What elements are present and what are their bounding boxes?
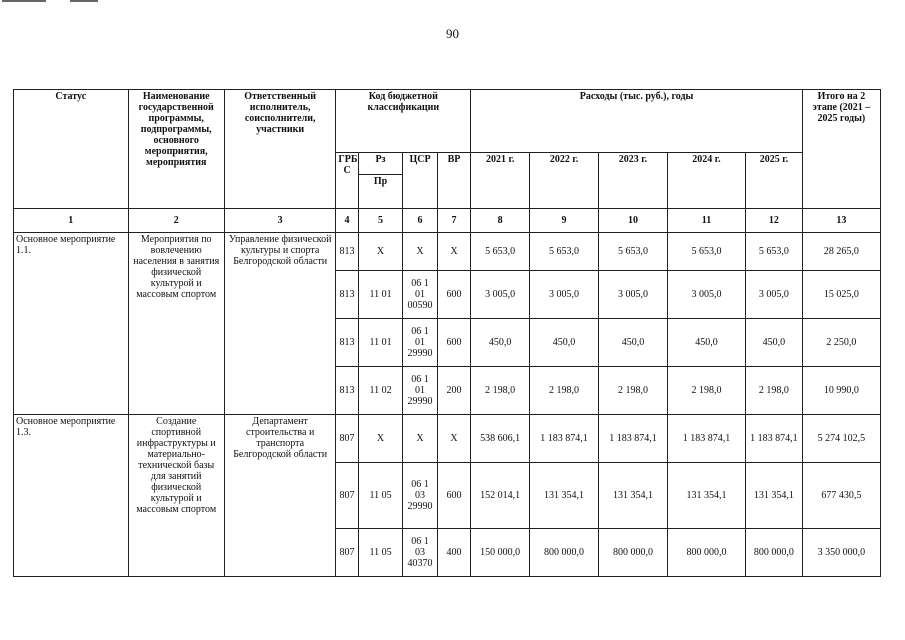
rzpr-cell: 11 02 <box>358 367 403 415</box>
value-cell: 2 198,0 <box>746 367 803 415</box>
csr-cell: X <box>403 233 437 271</box>
grbs-cell: 813 <box>336 367 358 415</box>
rzpr-cell: 11 01 <box>358 271 403 319</box>
vr-cell: 400 <box>437 529 471 577</box>
table-row <box>14 415 881 463</box>
name-cell: Мероприятия по вовлечению населения в занятия физической культурой и массовым спортом <box>128 233 224 415</box>
header-year: 2021 г. <box>471 153 530 209</box>
value-cell: 131 354,1 <box>599 463 668 529</box>
vr-cell: 200 <box>437 367 471 415</box>
header-rz: Рз <box>358 153 403 175</box>
header-year: 2024 г. <box>667 153 745 209</box>
status-cell: Основное мероприятие 1.1. <box>14 233 129 415</box>
budget-table <box>13 89 881 577</box>
total-cell: 677 430,5 <box>802 463 880 529</box>
rzpr-cell: X <box>358 233 403 271</box>
column-number: 3 <box>224 209 336 233</box>
rzpr-cell: 11 05 <box>358 529 403 577</box>
value-cell: 131 354,1 <box>530 463 599 529</box>
grbs-cell: 813 <box>336 233 358 271</box>
value-cell: 538 606,1 <box>471 415 530 463</box>
total-cell: 15 025,0 <box>802 271 880 319</box>
value-cell: 150 000,0 <box>471 529 530 577</box>
value-cell: 152 014,1 <box>471 463 530 529</box>
csr-cell: X <box>403 415 437 463</box>
value-cell: 800 000,0 <box>599 529 668 577</box>
name-cell: Создание спортивной инфраструктуры и материально-технической базы для занятий физической культурой и массовым спортом <box>128 415 224 577</box>
value-cell: 450,0 <box>530 319 599 367</box>
value-cell: 3 005,0 <box>667 271 745 319</box>
column-number: 4 <box>336 209 358 233</box>
value-cell: 450,0 <box>471 319 530 367</box>
csr-cell: 06 1 03 29990 <box>403 463 437 529</box>
total-cell: 3 350 000,0 <box>802 529 880 577</box>
column-number: 8 <box>471 209 530 233</box>
value-cell: 2 198,0 <box>667 367 745 415</box>
vr-cell: 600 <box>437 271 471 319</box>
header-year: 2022 г. <box>530 153 599 209</box>
header-expenses: Расходы (тыс. руб.), годы <box>471 90 803 153</box>
vr-cell: 600 <box>437 319 471 367</box>
vr-cell: X <box>437 233 471 271</box>
column-number: 11 <box>667 209 745 233</box>
value-cell: 131 354,1 <box>667 463 745 529</box>
column-number: 2 <box>128 209 224 233</box>
total-cell: 2 250,0 <box>802 319 880 367</box>
header-csr: ЦСР <box>403 153 437 209</box>
header-status: Статус <box>14 90 129 209</box>
value-cell: 2 198,0 <box>471 367 530 415</box>
responsible-cell: Управление физической культуры и спорта Белгородской области <box>224 233 336 415</box>
column-number: 5 <box>358 209 403 233</box>
grbs-cell: 807 <box>336 463 358 529</box>
csr-cell: 06 1 01 29990 <box>403 319 437 367</box>
value-cell: 2 198,0 <box>530 367 599 415</box>
column-number: 12 <box>746 209 803 233</box>
column-number: 6 <box>403 209 437 233</box>
column-number: 7 <box>437 209 471 233</box>
value-cell: 2 198,0 <box>599 367 668 415</box>
csr-cell: 06 1 01 29990 <box>403 367 437 415</box>
header-vr: ВР <box>437 153 471 209</box>
value-cell: 5 653,0 <box>530 233 599 271</box>
value-cell: 450,0 <box>746 319 803 367</box>
total-cell: 10 990,0 <box>802 367 880 415</box>
scan-edge-line <box>70 0 98 2</box>
header-total: Итого на 2 этапе (2021 –2025 годы) <box>802 90 880 209</box>
value-cell: 5 653,0 <box>746 233 803 271</box>
grbs-cell: 807 <box>336 529 358 577</box>
total-cell: 28 265,0 <box>802 233 880 271</box>
value-cell: 450,0 <box>667 319 745 367</box>
grbs-cell: 807 <box>336 415 358 463</box>
value-cell: 3 005,0 <box>471 271 530 319</box>
value-cell: 1 183 874,1 <box>746 415 803 463</box>
page-number: 90 <box>446 26 459 41</box>
header-pr: Пр <box>358 175 403 209</box>
total-cell: 5 274 102,5 <box>802 415 880 463</box>
value-cell: 450,0 <box>599 319 668 367</box>
header-year: 2025 г. <box>746 153 803 209</box>
rzpr-cell: 11 05 <box>358 463 403 529</box>
value-cell: 5 653,0 <box>471 233 530 271</box>
value-cell: 3 005,0 <box>746 271 803 319</box>
value-cell: 5 653,0 <box>667 233 745 271</box>
status-cell: Основное мероприятие 1.3. <box>14 415 129 577</box>
header-name: Наименование государственной программы, подпрограммы, основного мероприятия, мероприятия <box>128 90 224 209</box>
csr-cell: 06 1 03 40370 <box>403 529 437 577</box>
value-cell: 5 653,0 <box>599 233 668 271</box>
vr-cell: X <box>437 415 471 463</box>
rzpr-cell: 11 01 <box>358 319 403 367</box>
header-responsible: Ответственный исполнитель, соисполнители, участники <box>224 90 336 209</box>
table-row <box>14 233 881 271</box>
responsible-cell: Департамент строительства и транспорта Белгородской области <box>224 415 336 577</box>
column-number: 13 <box>802 209 880 233</box>
csr-cell: 06 1 01 00590 <box>403 271 437 319</box>
value-cell: 800 000,0 <box>530 529 599 577</box>
header-grbs: ГРБ С <box>336 153 358 209</box>
grbs-cell: 813 <box>336 319 358 367</box>
scan-edge-line <box>2 0 46 2</box>
value-cell: 800 000,0 <box>746 529 803 577</box>
value-cell: 1 183 874,1 <box>667 415 745 463</box>
value-cell: 131 354,1 <box>746 463 803 529</box>
value-cell: 3 005,0 <box>530 271 599 319</box>
value-cell: 3 005,0 <box>599 271 668 319</box>
column-number: 10 <box>599 209 668 233</box>
value-cell: 800 000,0 <box>667 529 745 577</box>
header-year: 2023 г. <box>599 153 668 209</box>
header-budget-code: Код бюджетной классификации <box>336 90 471 153</box>
value-cell: 1 183 874,1 <box>530 415 599 463</box>
vr-cell: 600 <box>437 463 471 529</box>
value-cell: 1 183 874,1 <box>599 415 668 463</box>
grbs-cell: 813 <box>336 271 358 319</box>
column-number: 9 <box>530 209 599 233</box>
rzpr-cell: X <box>358 415 403 463</box>
column-number: 1 <box>14 209 129 233</box>
